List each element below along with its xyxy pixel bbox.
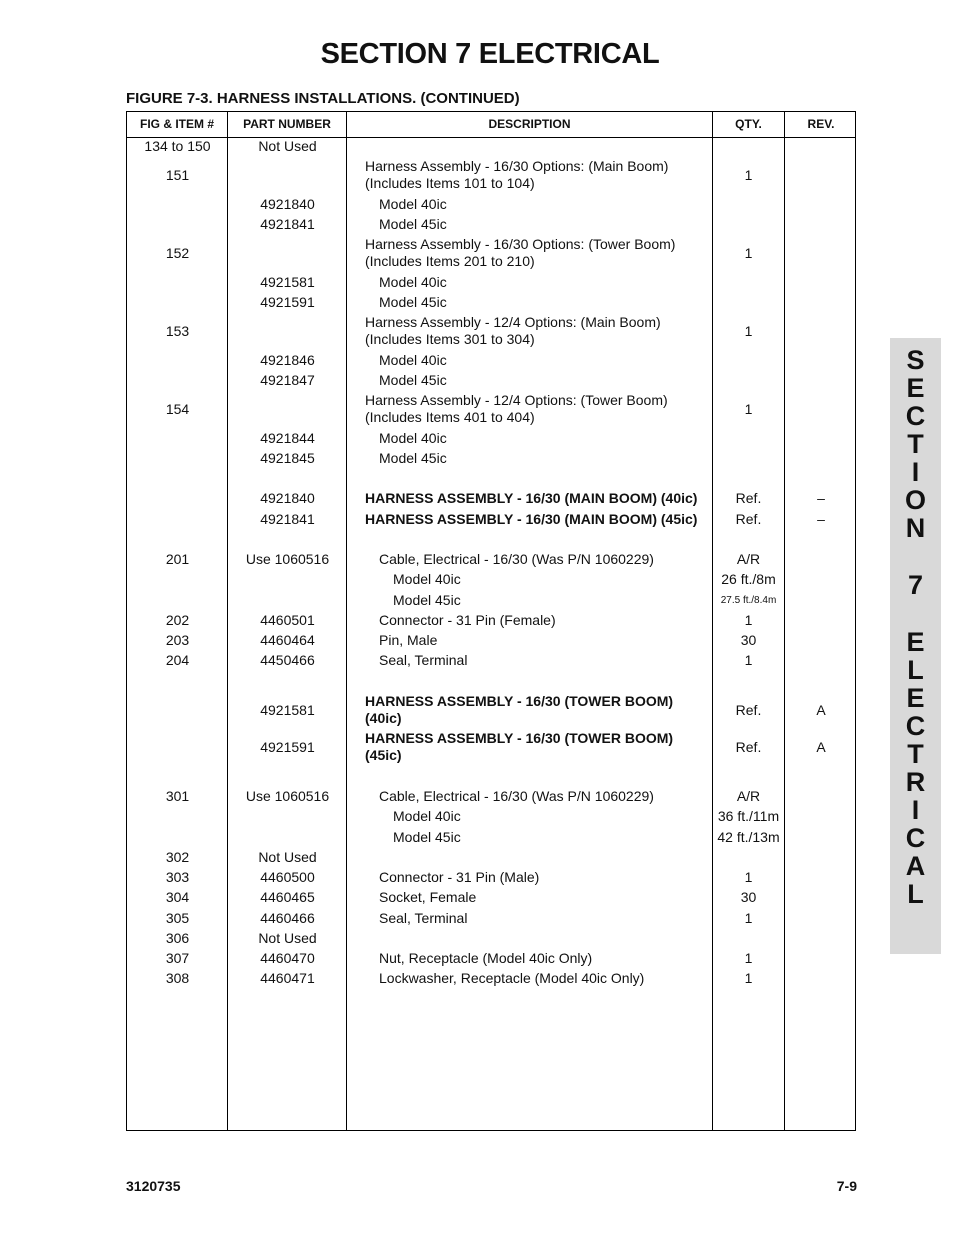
fig-cell: 152 (165, 245, 190, 261)
fig-cell: 204 (165, 652, 190, 668)
desc-cell: Model 45ic (379, 450, 447, 466)
qty-cell: 1 (744, 167, 753, 183)
qty-cell: 1 (744, 612, 753, 628)
part-cell: Not Used (258, 930, 317, 946)
side-tab-letter: E (906, 373, 925, 403)
part-cell: 4921844 (260, 430, 315, 446)
qty-cell: 1 (744, 652, 753, 668)
table-row (127, 236, 857, 276)
side-tab-letter: E (906, 683, 925, 713)
qty-cell: Ref. (735, 702, 762, 718)
qty-cell: Ref. (735, 490, 762, 506)
side-tab-letter: C (905, 401, 926, 431)
desc-cell: Model 45ic (379, 294, 447, 310)
qty-cell: 1 (744, 869, 753, 885)
qty-cell: 26 ft./8m (721, 571, 776, 587)
table-row (127, 314, 857, 354)
part-cell: 4921846 (260, 352, 315, 368)
side-tab-letter: T (907, 429, 924, 459)
fig-cell: 302 (165, 849, 190, 865)
desc-line: Harness Assembly - 12/4 Options: (Tower Boom) (365, 392, 668, 408)
desc-cell: Cable, Electrical - 16/30 (Was P/N 1060229) (379, 788, 654, 804)
qty-cell: Ref. (735, 511, 762, 527)
part-cell: 4460470 (260, 950, 315, 966)
part-cell: 4450466 (260, 652, 315, 668)
desc-cell: Model 45ic (379, 216, 447, 232)
fig-cell: 154 (165, 401, 190, 417)
fig-cell: 303 (165, 869, 190, 885)
qty-cell: A/R (736, 551, 761, 567)
side-tab-letter: C (905, 711, 926, 741)
table-row (127, 730, 857, 768)
part-cell: 4921841 (260, 216, 315, 232)
desc-line: Harness Assembly - 12/4 Options: (Main Boom) (365, 314, 661, 330)
desc-cell: Connector - 31 Pin (Male) (379, 869, 540, 885)
side-tab-letter: O (904, 485, 926, 515)
parts-table (126, 111, 856, 1131)
qty-cell: 1 (744, 950, 753, 966)
column-header-part: PART NUMBER (243, 117, 331, 131)
desc-line: (Includes Items 201 to 210) (365, 253, 535, 269)
side-tab-letter: N (905, 513, 926, 543)
side-tab-letter: L (907, 879, 924, 909)
side-tab-letter: I (911, 795, 920, 825)
rev-cell: – (817, 490, 825, 506)
table-row (127, 392, 857, 432)
desc-cell: Model 40ic (379, 196, 447, 212)
desc-cell: Model 45ic (393, 592, 461, 608)
qty-cell: 1 (744, 401, 753, 417)
desc-line: HARNESS ASSEMBLY - 16/30 (TOWER BOOM) (365, 693, 674, 709)
desc-cell: Nut, Receptacle (Model 40ic Only) (379, 950, 593, 966)
part-cell: 4460471 (260, 970, 315, 986)
part-cell: 4921845 (260, 450, 315, 466)
desc-cell: Model 40ic (393, 571, 461, 587)
part-cell: 4921591 (260, 294, 315, 310)
rev-cell: – (817, 511, 825, 527)
desc-cell: Model 40ic (379, 352, 447, 368)
part-cell: 4460464 (260, 632, 315, 648)
desc-cell: Model 45ic (393, 829, 461, 845)
qty-cell: A/R (736, 788, 761, 804)
part-cell: 4921591 (260, 739, 315, 755)
desc-line: Harness Assembly - 16/30 Options: (Tower Boom) (365, 236, 676, 252)
desc-cell: Model 40ic (379, 430, 447, 446)
desc-line: (Includes Items 301 to 304) (365, 331, 535, 347)
fig-cell: 203 (165, 632, 190, 648)
part-cell: Use 1060516 (245, 551, 330, 567)
fig-cell: 202 (165, 612, 190, 628)
desc-cell (365, 730, 707, 764)
part-cell: 4460500 (260, 869, 315, 885)
desc-cell: HARNESS ASSEMBLY - 16/30 (MAIN BOOM) (45ic) (365, 511, 698, 527)
desc-cell: Model 40ic (393, 808, 461, 824)
desc-line: (Includes Items 101 to 104) (365, 175, 535, 191)
column-header-qty: QTY. (735, 117, 762, 131)
part-cell: 4460501 (260, 612, 315, 628)
desc-cell: Lockwasher, Receptacle (Model 40ic Only) (379, 970, 645, 986)
fig-cell: 305 (165, 910, 190, 926)
part-cell: 4921840 (260, 490, 315, 506)
desc-cell: Seal, Terminal (379, 910, 468, 926)
side-tab-letter: I (911, 457, 920, 487)
side-tab-letter: 7 (907, 570, 924, 600)
side-tab-letter: C (905, 823, 926, 853)
qty-cell: 1 (744, 245, 753, 261)
side-tab-letter: R (905, 767, 926, 797)
desc-cell (365, 158, 707, 192)
qty-cell: Ref. (735, 739, 762, 755)
desc-cell: HARNESS ASSEMBLY - 16/30 (MAIN BOOM) (40ic) (365, 490, 698, 506)
table-row (127, 693, 857, 731)
fig-cell: 201 (165, 551, 190, 567)
qty-cell: 1 (744, 970, 753, 986)
column-header-rev: REV. (807, 117, 835, 131)
desc-line: HARNESS ASSEMBLY - 16/30 (TOWER BOOM) (365, 730, 674, 746)
column-header-description: DESCRIPTION (488, 117, 571, 131)
side-tab-letter: E (906, 627, 925, 657)
document-number: 3120735 (126, 1178, 181, 1194)
fig-cell: 134 to 150 (144, 138, 211, 154)
desc-cell: Pin, Male (379, 632, 438, 648)
side-tab-letter: L (907, 655, 924, 685)
rev-cell: A (816, 739, 826, 755)
fig-cell: 304 (165, 889, 190, 905)
qty-cell: 1 (744, 910, 753, 926)
desc-cell (365, 392, 707, 426)
column-header-fig: FIG & ITEM # (139, 117, 214, 131)
qty-cell: 27.5 ft./8.4m (720, 595, 777, 606)
qty-cell: 1 (744, 323, 753, 339)
fig-cell: 153 (165, 323, 190, 339)
desc-cell: Seal, Terminal (379, 652, 468, 668)
qty-cell: 30 (740, 889, 757, 905)
section-title: SECTION 7 ELECTRICAL (320, 38, 660, 70)
desc-cell (365, 236, 707, 270)
part-cell: 4460465 (260, 889, 315, 905)
table-row (127, 158, 857, 198)
desc-line: Harness Assembly - 16/30 Options: (Main Boom) (365, 158, 669, 174)
side-tab-letter: A (905, 851, 926, 881)
desc-cell (365, 314, 707, 348)
part-cell: 4460466 (260, 910, 315, 926)
fig-cell: 307 (165, 950, 190, 966)
fig-cell: 151 (165, 167, 190, 183)
section-side-tab (890, 338, 941, 954)
qty-cell: 36 ft./11m (717, 808, 780, 824)
side-tab-letter: T (907, 739, 924, 769)
figure-title: FIGURE 7-3. HARNESS INSTALLATIONS. (CONTINUED) (126, 90, 520, 107)
part-cell: Not Used (258, 138, 317, 154)
part-cell: 4921840 (260, 196, 315, 212)
page-number: 7-9 (836, 1178, 857, 1194)
fig-cell: 306 (165, 930, 190, 946)
desc-cell: Socket, Female (379, 889, 477, 905)
desc-cell (365, 693, 707, 727)
desc-cell: Cable, Electrical - 16/30 (Was P/N 1060229) (379, 551, 654, 567)
qty-cell: 30 (740, 632, 757, 648)
desc-line: (40ic) (365, 710, 402, 726)
part-cell: Not Used (258, 849, 317, 865)
desc-line: (45ic) (365, 747, 402, 763)
desc-cell: Model 40ic (379, 274, 447, 290)
fig-cell: 301 (165, 788, 190, 804)
part-cell: 4921847 (260, 372, 315, 388)
part-cell: 4921841 (260, 511, 315, 527)
desc-cell: Connector - 31 Pin (Female) (379, 612, 556, 628)
part-cell: Use 1060516 (245, 788, 330, 804)
side-tab-letter: S (906, 345, 925, 375)
desc-cell: Model 45ic (379, 372, 447, 388)
fig-cell: 308 (165, 970, 190, 986)
desc-line: (Includes Items 401 to 404) (365, 409, 535, 425)
qty-cell: 42 ft./13m (717, 829, 780, 845)
rev-cell: A (816, 702, 826, 718)
part-cell: 4921581 (260, 702, 315, 718)
part-cell: 4921581 (260, 274, 315, 290)
